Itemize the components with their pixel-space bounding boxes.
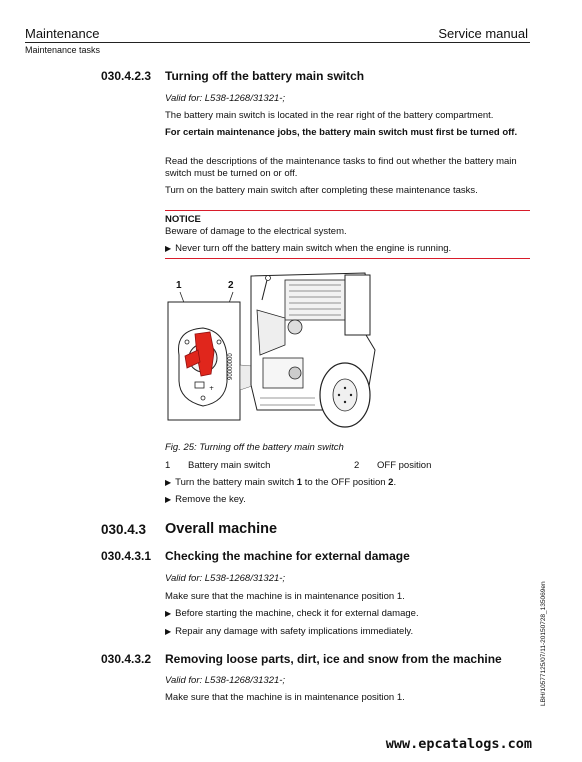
step-text: Turn the battery main switch <box>175 477 297 488</box>
svg-text:+: + <box>209 385 215 392</box>
triangle-bullet-icon: ▶ <box>165 609 172 618</box>
paragraph: Read the descriptions of the maintenance tasks to find out whether the battery main switch must be turned on or off. <box>165 156 517 179</box>
legend-num: 2 <box>354 460 360 471</box>
step-ref: 1 <box>296 477 303 488</box>
step-ref: 2 <box>388 477 394 488</box>
header-divider <box>25 42 530 43</box>
notice-top-rule <box>165 210 530 211</box>
section-number: 030.4.3.2 <box>101 652 152 666</box>
section-number: 030.4.2.3 <box>101 69 152 83</box>
triangle-bullet-icon: ▶ <box>165 627 172 636</box>
notice-text: Beware of damage to the electrical system. <box>165 226 347 237</box>
section-number: 030.4.3.1 <box>101 549 152 563</box>
figure-caption: Fig. 25: Turning off the battery main switch <box>165 442 344 453</box>
callout-1: 1 <box>176 280 182 291</box>
notice-title: NOTICE <box>165 214 201 225</box>
paragraph-bold: For certain maintenance jobs, the battery main switch must first be turned off. <box>165 127 518 138</box>
figure-code: 90000000 <box>228 353 234 380</box>
legend-num: 1 <box>165 460 171 471</box>
notice-bullet <box>165 243 451 254</box>
step-text: . <box>393 477 397 488</box>
battery-switch-illustration <box>165 270 390 435</box>
step-bullet <box>165 477 396 488</box>
bullet-text: Repair any damage with safety implications immediately. <box>175 626 414 637</box>
bullet <box>165 626 413 637</box>
triangle-bullet-icon: ▶ <box>165 495 172 504</box>
notice-bullet-text: Never turn off the battery main switch when the engine is running. <box>175 243 452 254</box>
triangle-bullet-icon: ▶ <box>165 244 172 253</box>
section-title: Overall machine <box>165 521 278 537</box>
paragraph: Make sure that the machine is in maintenance position 1. <box>165 692 405 703</box>
section-title: Turning off the battery main switch <box>165 69 365 83</box>
header-sub: Maintenance tasks <box>25 45 101 55</box>
triangle-bullet-icon: ▶ <box>165 478 172 487</box>
paragraph: Turn on the battery main switch after completing these maintenance tasks. <box>165 185 478 196</box>
bullet-text: Before starting the machine, check it for external damage. <box>175 608 419 619</box>
valid-for: Valid for: L538-1268/31321-; <box>165 93 286 104</box>
step-bullet <box>165 494 246 505</box>
paragraph: Make sure that the machine is in maintenance position 1. <box>165 591 405 602</box>
notice-bottom-rule <box>165 258 530 259</box>
callout-2: 2 <box>228 280 234 291</box>
section-title: Removing loose parts, dirt, ice and snow from the machine <box>165 652 502 666</box>
watermark-text: www.epcatalogs.com <box>385 736 532 752</box>
header-right: Service manual <box>438 26 528 41</box>
step-text: Remove the key. <box>175 494 246 505</box>
legend-label: OFF position <box>377 460 432 471</box>
bullet <box>165 608 419 619</box>
valid-for: Valid for: L538-1268/31321-; <box>165 573 286 584</box>
valid-for: Valid for: L538-1268/31321-; <box>165 675 286 686</box>
paragraph: The battery main switch is located in the rear right of the battery compartment. <box>165 110 494 121</box>
step-text: to the OFF position <box>302 477 389 488</box>
legend-label: Battery main switch <box>188 460 271 471</box>
section-number: 030.4.3 <box>101 522 147 537</box>
section-title: Checking the machine for external damage <box>165 549 410 563</box>
side-document-code: LBH/10577125/07/11-20150728_135069en <box>540 581 547 706</box>
header-left: Maintenance <box>25 26 100 41</box>
